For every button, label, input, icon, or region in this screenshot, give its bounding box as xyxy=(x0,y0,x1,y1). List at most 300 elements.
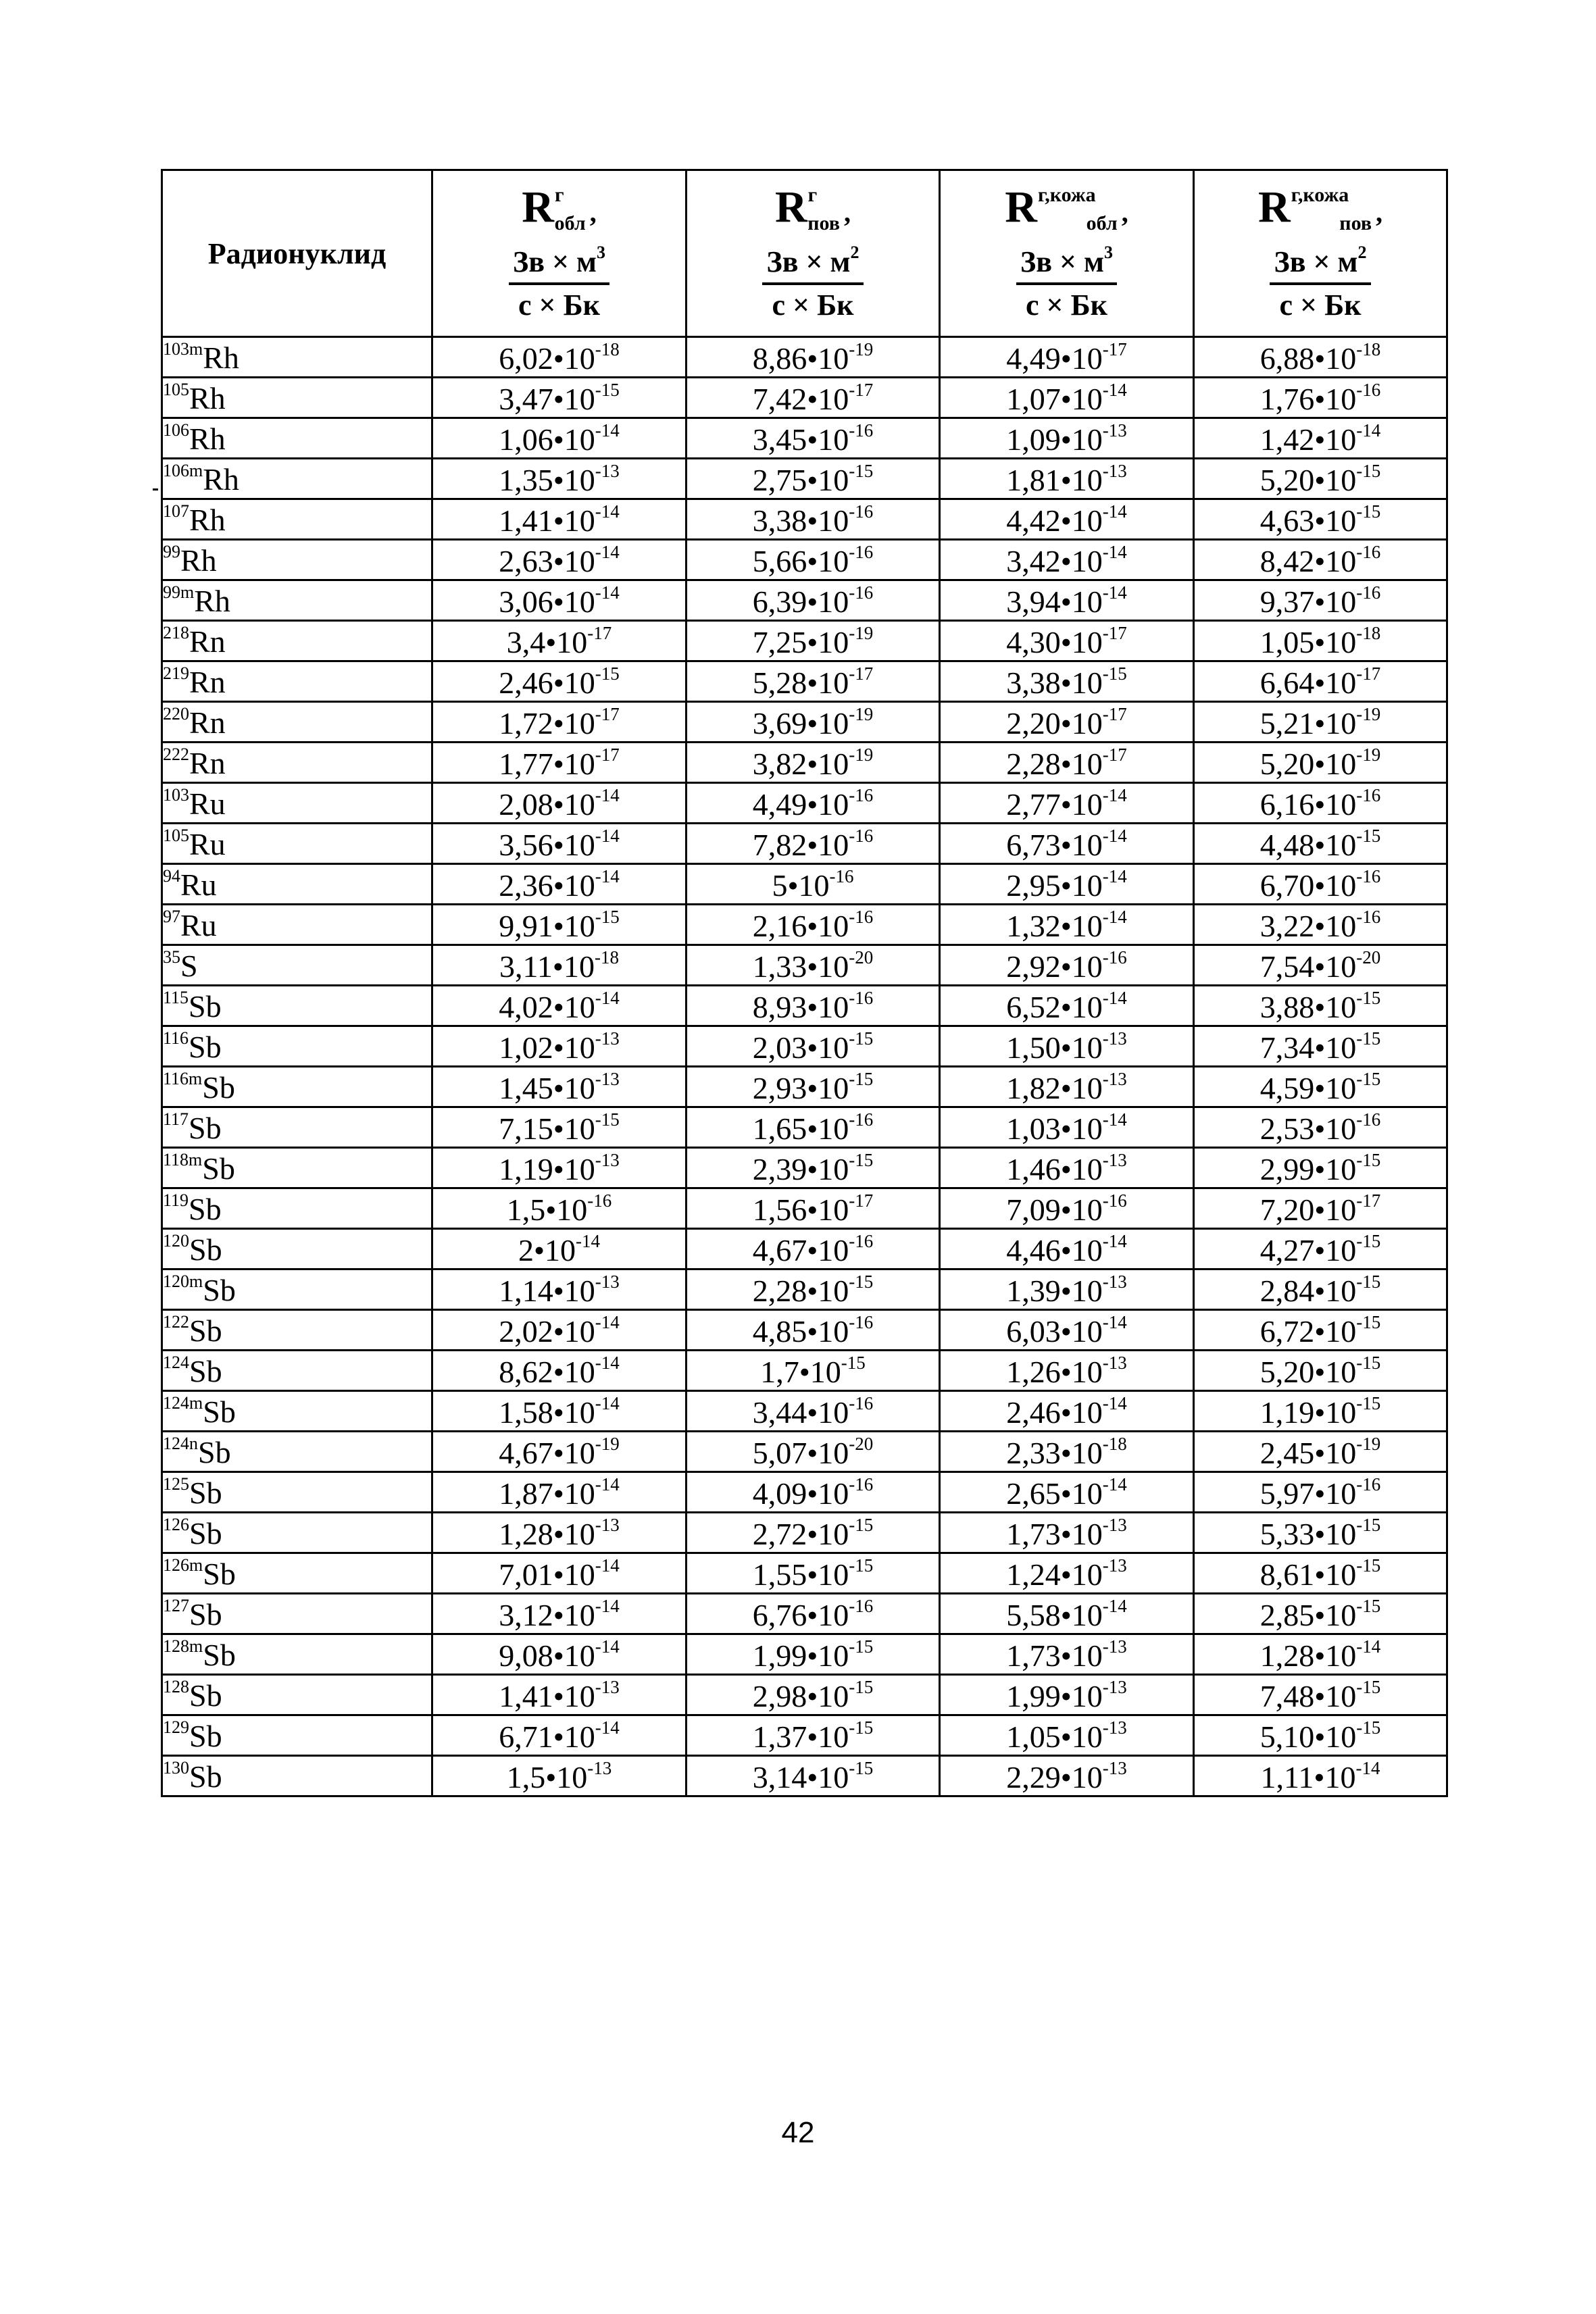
mantissa: 6,52•10 xyxy=(1006,989,1103,1024)
value-cell xyxy=(432,540,687,580)
table-row xyxy=(162,1391,1447,1432)
mass-number: 126 xyxy=(163,1515,189,1534)
value-cell xyxy=(687,1715,940,1756)
mantissa: 6,70•10 xyxy=(1260,867,1357,903)
nuclide-cell xyxy=(162,945,432,986)
mantissa: 4,48•10 xyxy=(1260,827,1357,862)
table-row xyxy=(162,1148,1447,1188)
value-cell xyxy=(432,702,687,743)
exponent: -15 xyxy=(849,1757,874,1778)
exponent: -16 xyxy=(1356,541,1381,562)
nuclide-cell xyxy=(162,1553,432,1594)
value-cell xyxy=(687,499,940,540)
table-row xyxy=(162,580,1447,621)
nuclide-cell xyxy=(162,1756,432,1796)
mantissa: 1,55•10 xyxy=(752,1557,849,1592)
value-cell xyxy=(1194,1513,1447,1553)
exponent: -14 xyxy=(1102,865,1127,886)
exponent: -14 xyxy=(595,825,620,846)
exponent: -13 xyxy=(1102,1555,1127,1576)
value-cell xyxy=(1194,459,1447,499)
exponent: -14 xyxy=(595,1474,620,1494)
mantissa: 1,33•10 xyxy=(752,949,849,984)
mantissa: 4,63•10 xyxy=(1260,503,1357,538)
exponent: -17 xyxy=(849,663,874,684)
exponent: -16 xyxy=(849,1474,874,1494)
value-cell xyxy=(687,661,940,702)
mantissa: 1,24•10 xyxy=(1006,1557,1103,1592)
table-row xyxy=(162,1107,1447,1148)
value-cell xyxy=(940,378,1194,418)
element-symbol: Sb xyxy=(203,1273,236,1307)
mantissa: 5,66•10 xyxy=(752,543,849,578)
mantissa: 7,15•10 xyxy=(499,1111,595,1146)
nuclide-cell xyxy=(162,1351,432,1391)
exponent: -13 xyxy=(1102,460,1127,481)
value-cell xyxy=(940,945,1194,986)
header-surface-skin-coefficient: $R^{г,кожа}_{пов}$ , $\frac{Зв \times м^2}{с \times Бк}$ xyxy=(1194,170,1447,337)
mantissa: 9,08•10 xyxy=(499,1638,595,1673)
mass-number: 130 xyxy=(163,1758,189,1778)
exponent: -13 xyxy=(595,1271,620,1292)
exponent: -15 xyxy=(849,1676,874,1697)
mantissa: 7,82•10 xyxy=(752,827,849,862)
value-cell xyxy=(432,986,687,1026)
value-cell xyxy=(432,1026,687,1067)
mantissa: 3,47•10 xyxy=(499,381,595,416)
nuclide-cell xyxy=(162,1067,432,1107)
value-cell xyxy=(940,621,1194,661)
element-symbol: Sb xyxy=(189,989,222,1024)
exponent: -14 xyxy=(595,1392,620,1413)
exponent: -15 xyxy=(849,1717,874,1738)
exponent: -14 xyxy=(1356,420,1381,441)
value-cell xyxy=(432,783,687,824)
mantissa: 7,48•10 xyxy=(1260,1678,1357,1713)
value-cell xyxy=(940,661,1194,702)
value-cell xyxy=(432,1391,687,1432)
mantissa: 2,95•10 xyxy=(1006,867,1103,903)
value-cell xyxy=(1194,499,1447,540)
table-row xyxy=(162,1026,1447,1067)
exponent: -15 xyxy=(1356,1230,1381,1251)
exponent: -15 xyxy=(1356,1149,1381,1170)
exponent: -19 xyxy=(595,1433,620,1454)
element-symbol: Sb xyxy=(189,1354,222,1388)
value-cell xyxy=(940,824,1194,864)
value-cell xyxy=(432,1432,687,1472)
mantissa: 5,97•10 xyxy=(1260,1476,1357,1511)
table-row xyxy=(162,378,1447,418)
mantissa: 2,20•10 xyxy=(1006,705,1103,740)
mantissa: 1,28•10 xyxy=(499,1516,595,1551)
exponent: -15 xyxy=(1356,1352,1381,1373)
mantissa: 1,26•10 xyxy=(1006,1354,1103,1389)
mantissa: 1,02•10 xyxy=(499,1030,595,1065)
value-cell xyxy=(687,1553,940,1594)
exponent: -16 xyxy=(849,906,874,927)
mantissa: 3,45•10 xyxy=(752,422,849,457)
mantissa: 1,07•10 xyxy=(1006,381,1103,416)
mass-number: 218 xyxy=(163,623,189,643)
table-row xyxy=(162,1675,1447,1715)
value-cell xyxy=(940,337,1194,378)
mantissa: 5,07•10 xyxy=(752,1435,849,1470)
exponent: -13 xyxy=(1102,1149,1127,1170)
table-row xyxy=(162,783,1447,824)
value-cell xyxy=(687,905,940,945)
mantissa: 1,77•10 xyxy=(499,746,595,781)
element-symbol: Sb xyxy=(189,1476,222,1510)
value-cell xyxy=(1194,580,1447,621)
mantissa: 9,37•10 xyxy=(1260,584,1357,619)
element-symbol: Sb xyxy=(203,1557,236,1591)
exponent: -13 xyxy=(595,1068,620,1089)
element-symbol: Rh xyxy=(194,584,230,618)
exponent: -13 xyxy=(1102,1636,1127,1657)
exponent: -13 xyxy=(587,1757,612,1778)
value-cell xyxy=(940,1067,1194,1107)
nuclide-cell xyxy=(162,418,432,459)
value-cell xyxy=(687,1756,940,1796)
value-cell xyxy=(687,540,940,580)
mantissa: 3,88•10 xyxy=(1260,989,1357,1024)
value-cell xyxy=(687,1634,940,1675)
table-row xyxy=(162,743,1447,783)
exponent: -15 xyxy=(595,379,620,400)
table-body xyxy=(162,337,1447,1796)
table-row xyxy=(162,540,1447,580)
value-cell xyxy=(432,661,687,702)
table-row xyxy=(162,945,1447,986)
mantissa: 1,7•10 xyxy=(760,1354,841,1389)
exponent: -14 xyxy=(595,501,620,522)
mantissa: 6,88•10 xyxy=(1260,341,1357,376)
value-cell xyxy=(432,418,687,459)
mantissa: 3,42•10 xyxy=(1006,543,1103,578)
value-cell xyxy=(687,1513,940,1553)
value-cell xyxy=(1194,1148,1447,1188)
exponent: -17 xyxy=(1102,338,1127,359)
exponent: -14 xyxy=(1102,987,1127,1008)
mantissa: 1,5•10 xyxy=(506,1192,588,1227)
exponent: -15 xyxy=(849,1271,874,1292)
nuclide-cell xyxy=(162,1188,432,1229)
value-cell xyxy=(1194,1594,1447,1634)
nuclide-cell xyxy=(162,540,432,580)
exponent: -14 xyxy=(1102,784,1127,805)
mass-number: 97 xyxy=(163,907,180,926)
element-symbol: Rh xyxy=(203,341,239,375)
exponent: -16 xyxy=(849,784,874,805)
mantissa: 1,06•10 xyxy=(499,422,595,457)
exponent: -15 xyxy=(849,1068,874,1089)
value-cell xyxy=(1194,1715,1447,1756)
value-cell xyxy=(687,1472,940,1513)
value-cell xyxy=(687,702,940,743)
nuclide-cell xyxy=(162,1148,432,1188)
exponent: -13 xyxy=(1102,1514,1127,1535)
value-cell xyxy=(1194,1756,1447,1796)
table-row xyxy=(162,1432,1447,1472)
nuclide-cell xyxy=(162,1472,432,1513)
exponent: -14 xyxy=(595,541,620,562)
mantissa: 4,67•10 xyxy=(752,1232,849,1267)
mantissa: 7,01•10 xyxy=(499,1557,595,1592)
mantissa: 3,44•10 xyxy=(752,1394,849,1430)
element-symbol: Ru xyxy=(180,908,217,942)
exponent: -15 xyxy=(1356,1068,1381,1089)
exponent: -16 xyxy=(849,582,874,603)
value-cell xyxy=(1194,418,1447,459)
element-symbol: Ru xyxy=(189,827,226,861)
mantissa: 1,11•10 xyxy=(1260,1759,1356,1794)
value-cell xyxy=(940,1634,1194,1675)
exponent: -19 xyxy=(1356,1433,1381,1454)
mantissa: 7,34•10 xyxy=(1260,1030,1357,1065)
nuclide-cell xyxy=(162,337,432,378)
mantissa: 6,39•10 xyxy=(752,584,849,619)
exponent: -14 xyxy=(595,1717,620,1738)
value-cell xyxy=(940,702,1194,743)
nuclide-cell xyxy=(162,1594,432,1634)
mass-number: 119 xyxy=(163,1190,189,1210)
nuclide-cell xyxy=(162,1675,432,1715)
mass-number: 117 xyxy=(163,1109,189,1129)
table-row xyxy=(162,1229,1447,1269)
value-cell xyxy=(1194,1634,1447,1675)
value-cell xyxy=(432,824,687,864)
mantissa: 1,37•10 xyxy=(752,1719,849,1754)
mantissa: 2,72•10 xyxy=(752,1516,849,1551)
mass-number: 220 xyxy=(163,704,189,724)
mantissa: 1,45•10 xyxy=(499,1070,595,1105)
mantissa: 8,93•10 xyxy=(752,989,849,1024)
exponent: -19 xyxy=(1356,703,1381,724)
table-row xyxy=(162,1310,1447,1351)
nuclide-cell xyxy=(162,702,432,743)
mantissa: 2,03•10 xyxy=(752,1030,849,1065)
element-symbol: Rh xyxy=(180,543,217,578)
table-row xyxy=(162,702,1447,743)
exponent: -17 xyxy=(1102,703,1127,724)
mantissa: 2,36•10 xyxy=(499,867,595,903)
exponent: -16 xyxy=(1102,1190,1127,1211)
mass-number: 120 xyxy=(163,1231,189,1251)
value-cell xyxy=(940,1715,1194,1756)
exponent: -15 xyxy=(595,663,620,684)
mantissa: 4,49•10 xyxy=(752,786,849,822)
mantissa: 1,87•10 xyxy=(499,1476,595,1511)
exponent: -16 xyxy=(1102,947,1127,967)
mantissa: 2,33•10 xyxy=(1006,1435,1103,1470)
value-cell xyxy=(940,1188,1194,1229)
mantissa: 3,38•10 xyxy=(752,503,849,538)
value-cell xyxy=(940,1553,1194,1594)
exponent: -16 xyxy=(849,1311,874,1332)
value-cell xyxy=(1194,1026,1447,1067)
exponent: -15 xyxy=(1356,1311,1381,1332)
value-cell xyxy=(432,580,687,621)
exponent: -13 xyxy=(595,460,620,481)
mantissa: 6,76•10 xyxy=(752,1597,849,1632)
value-cell xyxy=(432,378,687,418)
value-cell xyxy=(432,1107,687,1148)
exponent: -15 xyxy=(849,1514,874,1535)
value-cell xyxy=(687,1188,940,1229)
mantissa: 2,28•10 xyxy=(752,1273,849,1308)
mass-number: 106 xyxy=(163,420,189,440)
value-cell xyxy=(940,986,1194,1026)
value-cell xyxy=(687,1148,940,1188)
value-cell xyxy=(940,1351,1194,1391)
exponent: -16 xyxy=(849,987,874,1008)
exponent: -13 xyxy=(1102,1757,1127,1778)
exponent: -16 xyxy=(829,865,854,886)
mass-number: 125 xyxy=(163,1474,189,1494)
exponent: -14 xyxy=(1102,825,1127,846)
mantissa: 3,69•10 xyxy=(752,705,849,740)
value-cell xyxy=(687,1026,940,1067)
mantissa: 4,67•10 xyxy=(499,1435,595,1470)
mantissa: 6,64•10 xyxy=(1260,665,1357,700)
mantissa: 2,16•10 xyxy=(752,908,849,943)
value-cell xyxy=(432,1148,687,1188)
exponent: -19 xyxy=(1356,744,1381,765)
value-cell xyxy=(940,1148,1194,1188)
value-cell xyxy=(1194,1310,1447,1351)
value-cell xyxy=(687,824,940,864)
value-cell xyxy=(432,743,687,783)
exponent: -20 xyxy=(849,1433,874,1454)
element-symbol: Sb xyxy=(189,1111,222,1145)
mantissa: 2,99•10 xyxy=(1260,1151,1357,1186)
value-cell xyxy=(1194,864,1447,905)
value-cell xyxy=(687,337,940,378)
exponent: -18 xyxy=(1356,622,1381,643)
exponent: -14 xyxy=(1355,1757,1380,1778)
mantissa: 2,93•10 xyxy=(752,1070,849,1105)
exponent: -16 xyxy=(849,501,874,522)
mantissa: 1,82•10 xyxy=(1006,1070,1103,1105)
exponent: -14 xyxy=(1102,1230,1127,1251)
value-cell xyxy=(1194,1107,1447,1148)
mantissa: 6,02•10 xyxy=(499,341,595,376)
exponent: -14 xyxy=(1102,582,1127,603)
value-cell xyxy=(432,1513,687,1553)
value-cell xyxy=(1194,824,1447,864)
mantissa: 1,99•10 xyxy=(1006,1678,1103,1713)
mass-number: 128m xyxy=(163,1636,203,1656)
mantissa: 5,58•10 xyxy=(1006,1597,1103,1632)
value-cell xyxy=(432,459,687,499)
mantissa: 3,38•10 xyxy=(1006,665,1103,700)
exponent: -14 xyxy=(595,582,620,603)
value-cell xyxy=(432,337,687,378)
value-cell xyxy=(1194,1188,1447,1229)
mantissa: 4,09•10 xyxy=(752,1476,849,1511)
exponent: -16 xyxy=(1356,1474,1381,1494)
mantissa: 4,27•10 xyxy=(1260,1232,1357,1267)
exponent: -18 xyxy=(1356,338,1381,359)
nuclide-cell xyxy=(162,1229,432,1269)
value-cell xyxy=(940,540,1194,580)
mantissa: 7,25•10 xyxy=(752,624,849,659)
exponent: -15 xyxy=(1356,460,1381,481)
value-cell xyxy=(687,1269,940,1310)
exponent: -16 xyxy=(849,1109,874,1130)
value-cell xyxy=(432,1188,687,1229)
exponent: -14 xyxy=(595,1311,620,1332)
exponent: -14 xyxy=(595,420,620,441)
table-row xyxy=(162,459,1447,499)
page-number: 42 xyxy=(781,2116,815,2149)
mantissa: 2,02•10 xyxy=(499,1313,595,1349)
mantissa: 6,72•10 xyxy=(1260,1313,1357,1349)
exponent: -15 xyxy=(1356,1717,1381,1738)
table-row xyxy=(162,1513,1447,1553)
exponent: -15 xyxy=(1356,1595,1381,1616)
mantissa: 1,73•10 xyxy=(1006,1516,1103,1551)
table-row xyxy=(162,418,1447,459)
mantissa: 6,16•10 xyxy=(1260,786,1357,822)
radionuclide-dose-table xyxy=(161,169,1448,1797)
exponent: -20 xyxy=(849,947,874,967)
mantissa: 5,20•10 xyxy=(1260,746,1357,781)
value-cell xyxy=(940,459,1194,499)
exponent: -16 xyxy=(1356,379,1381,400)
exponent: -15 xyxy=(1356,825,1381,846)
mantissa: 3,06•10 xyxy=(499,584,595,619)
value-cell xyxy=(1194,1675,1447,1715)
exponent: -15 xyxy=(595,906,620,927)
element-symbol: Sb xyxy=(198,1435,231,1469)
exponent: -16 xyxy=(849,825,874,846)
value-cell xyxy=(687,1391,940,1432)
mass-number: 94 xyxy=(163,866,180,886)
mass-number: 103m xyxy=(163,339,203,359)
nuclide-cell xyxy=(162,783,432,824)
mantissa: 1,76•10 xyxy=(1260,381,1357,416)
value-cell xyxy=(432,1310,687,1351)
nuclide-cell xyxy=(162,1634,432,1675)
mantissa: 1,72•10 xyxy=(499,705,595,740)
value-cell xyxy=(1194,621,1447,661)
exponent: -15 xyxy=(1356,501,1381,522)
mantissa: 3,94•10 xyxy=(1006,584,1103,619)
value-cell xyxy=(687,1351,940,1391)
exponent: -19 xyxy=(849,622,874,643)
exponent: -17 xyxy=(1102,744,1127,765)
exponent: -14 xyxy=(595,784,620,805)
value-cell xyxy=(432,1269,687,1310)
mantissa: 3,12•10 xyxy=(499,1597,595,1632)
mantissa: 6,03•10 xyxy=(1006,1313,1103,1349)
nuclide-cell xyxy=(162,378,432,418)
exponent: -15 xyxy=(1356,1392,1381,1413)
exponent: -15 xyxy=(1102,663,1127,684)
value-cell xyxy=(940,905,1194,945)
exponent: -19 xyxy=(849,338,874,359)
element-symbol: Sb xyxy=(189,1030,222,1064)
element-symbol: Sb xyxy=(203,1394,236,1429)
mantissa: 1,19•10 xyxy=(499,1151,595,1186)
value-cell xyxy=(432,945,687,986)
mantissa: 9,91•10 xyxy=(499,908,595,943)
mass-number: 128 xyxy=(163,1677,189,1696)
exponent: -19 xyxy=(849,744,874,765)
mantissa: 1,73•10 xyxy=(1006,1638,1103,1673)
